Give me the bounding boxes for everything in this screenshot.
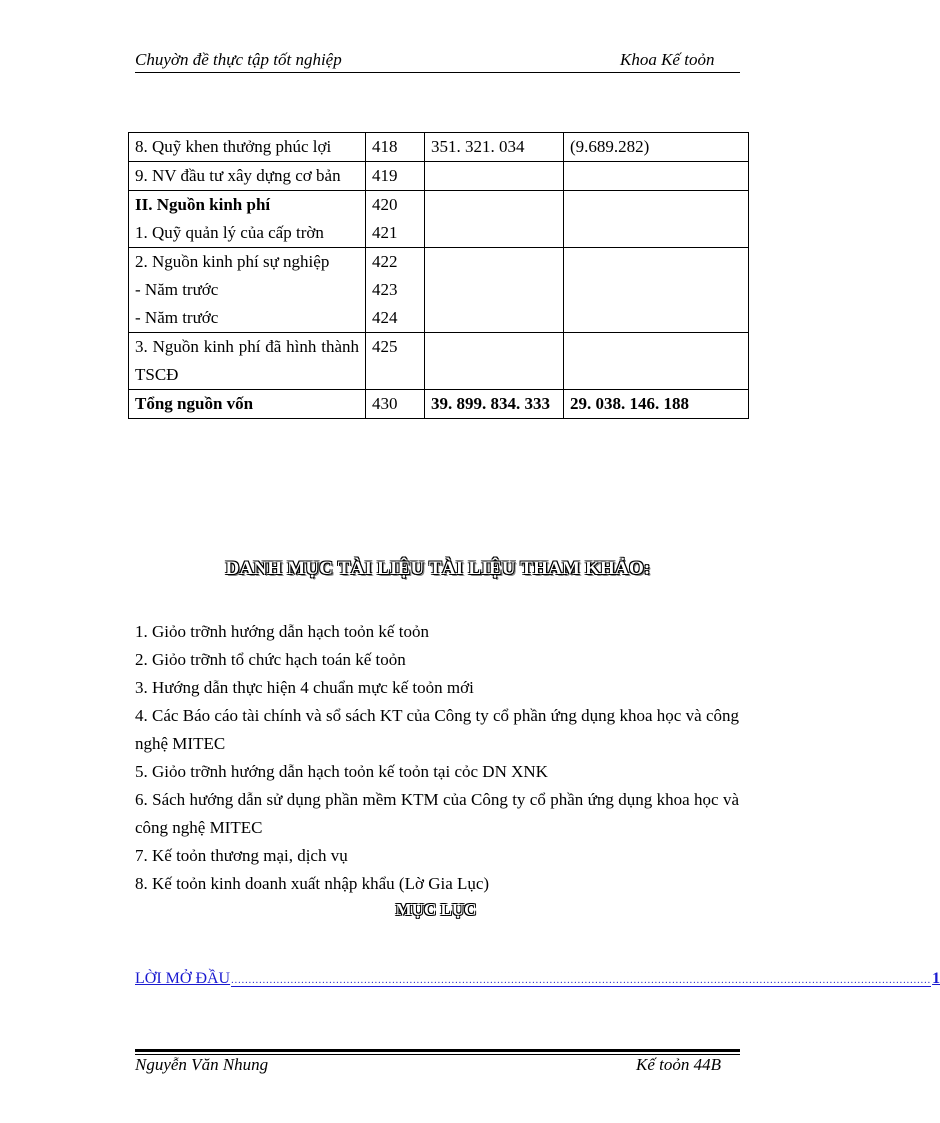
table-row <box>129 248 749 333</box>
item-name: 1. Quỹ quản lý của cấp trờn <box>135 223 324 242</box>
item-code: 425 <box>372 337 398 356</box>
reference-item: 4. Các Báo cáo tài chính và sổ sách KT của Công ty cổ phần ứng dụng khoa học và công nghệ MITEC <box>135 706 739 753</box>
footer-rule-thick <box>135 1049 740 1052</box>
item-name: 8. Quỹ khen thưởng phúc lợi <box>135 137 332 156</box>
item-code: 422 <box>372 252 398 271</box>
reference-item: 7. Kế toỏn thương mại, dịch vụ <box>135 846 348 865</box>
reference-item: 6. Sách hướng dẫn sử dụng phần mềm KTM của Công ty cổ phần ứng dụng khoa học và công nghệ MITEC <box>135 790 739 837</box>
previous-value-cell: 29. 038. 146. 188 <box>564 390 749 419</box>
header-rule <box>135 72 740 73</box>
item-code: 423 <box>372 280 398 299</box>
table-row <box>129 333 749 390</box>
current-value-cell <box>425 162 564 191</box>
previous-value-cell <box>564 162 749 191</box>
balance-sheet-table <box>128 132 749 419</box>
references-title: DANH MỤC TÀI LIỆU TÀI LIỆU THAM KHẢO: <box>225 558 651 579</box>
previous-value-cell <box>564 333 749 390</box>
reference-item: 2. Giỏo trỡnh tổ chức hạch toán kế toỏn <box>135 650 406 669</box>
item-name: - Năm trước <box>135 280 219 299</box>
previous-value-cell <box>564 248 749 333</box>
toc-page-number[interactable]: 1 <box>932 970 940 987</box>
item-name: Tổng nguồn vốn <box>135 394 254 413</box>
item-name: 2. Nguồn kinh phí sự nghiệp <box>135 252 330 271</box>
toc-entry[interactable] <box>135 970 940 991</box>
table-row <box>129 390 749 419</box>
reference-item: 8. Kế toỏn kinh doanh xuất nhập khẩu (Lờ Gia Lục) <box>135 874 490 893</box>
item-name-cell <box>129 333 366 390</box>
reference-item: 1. Giỏo trỡnh hướng dẫn hạch toỏn kế toỏn <box>135 622 429 641</box>
current-value-cell <box>425 248 564 333</box>
toc-title: MỤC LỤC <box>395 900 477 919</box>
item-code: 419 <box>372 166 398 185</box>
item-name-cell <box>129 191 366 248</box>
current-value-cell: 351. 321. 034 <box>425 133 564 162</box>
toc-entry-link[interactable]: LỜI MỞ ĐẦU <box>135 970 231 987</box>
item-code: 424 <box>372 308 398 327</box>
previous-value-cell: (9.689.282) <box>564 133 749 162</box>
item-name: 3. Nguồn kinh phí đã hình thành TSCĐ <box>135 337 359 384</box>
item-code: 418 <box>372 137 398 156</box>
item-code: 420 <box>372 195 398 214</box>
table-row <box>129 191 749 248</box>
item-name-cell <box>129 133 366 162</box>
footer-class: Kế toỏn 44B <box>636 1055 721 1074</box>
item-name: 9. NV đầu tư xây dựng cơ bản <box>135 166 341 185</box>
current-value-cell: 39. 899. 834. 333 <box>425 390 564 419</box>
code-cell <box>366 162 425 191</box>
item-name-cell <box>129 162 366 191</box>
references-list <box>135 618 739 898</box>
code-cell <box>366 390 425 419</box>
code-cell <box>366 133 425 162</box>
table-row <box>129 162 749 191</box>
reference-item: 5. Giỏo trỡnh hướng dẫn hạch toỏn kế toỏn tại cỏc DN XNK <box>135 762 548 781</box>
footer-author: Nguyễn Văn Nhung <box>135 1055 269 1074</box>
header-department: Khoa Kế toỏn <box>620 50 715 69</box>
current-value-cell <box>425 191 564 248</box>
item-name: II. Nguồn kinh phí <box>135 195 271 214</box>
current-value-cell <box>425 333 564 390</box>
code-cell <box>366 191 425 248</box>
item-code: 430 <box>372 394 398 413</box>
header-title: Chuyờn đề thực tập tốt nghiệp <box>135 50 342 69</box>
item-name-cell <box>129 390 366 419</box>
code-cell <box>366 248 425 333</box>
previous-value-cell <box>564 191 749 248</box>
code-cell <box>366 333 425 390</box>
table-row <box>129 133 749 162</box>
item-name: - Năm trước <box>135 308 219 327</box>
reference-item: 3. Hướng dẫn thực hiện 4 chuẩn mực kế toỏn mới <box>135 678 474 697</box>
item-code: 421 <box>372 223 398 242</box>
item-name-cell <box>129 248 366 333</box>
toc-leader: ........................................................................................................................................................................................................ <box>231 970 931 987</box>
